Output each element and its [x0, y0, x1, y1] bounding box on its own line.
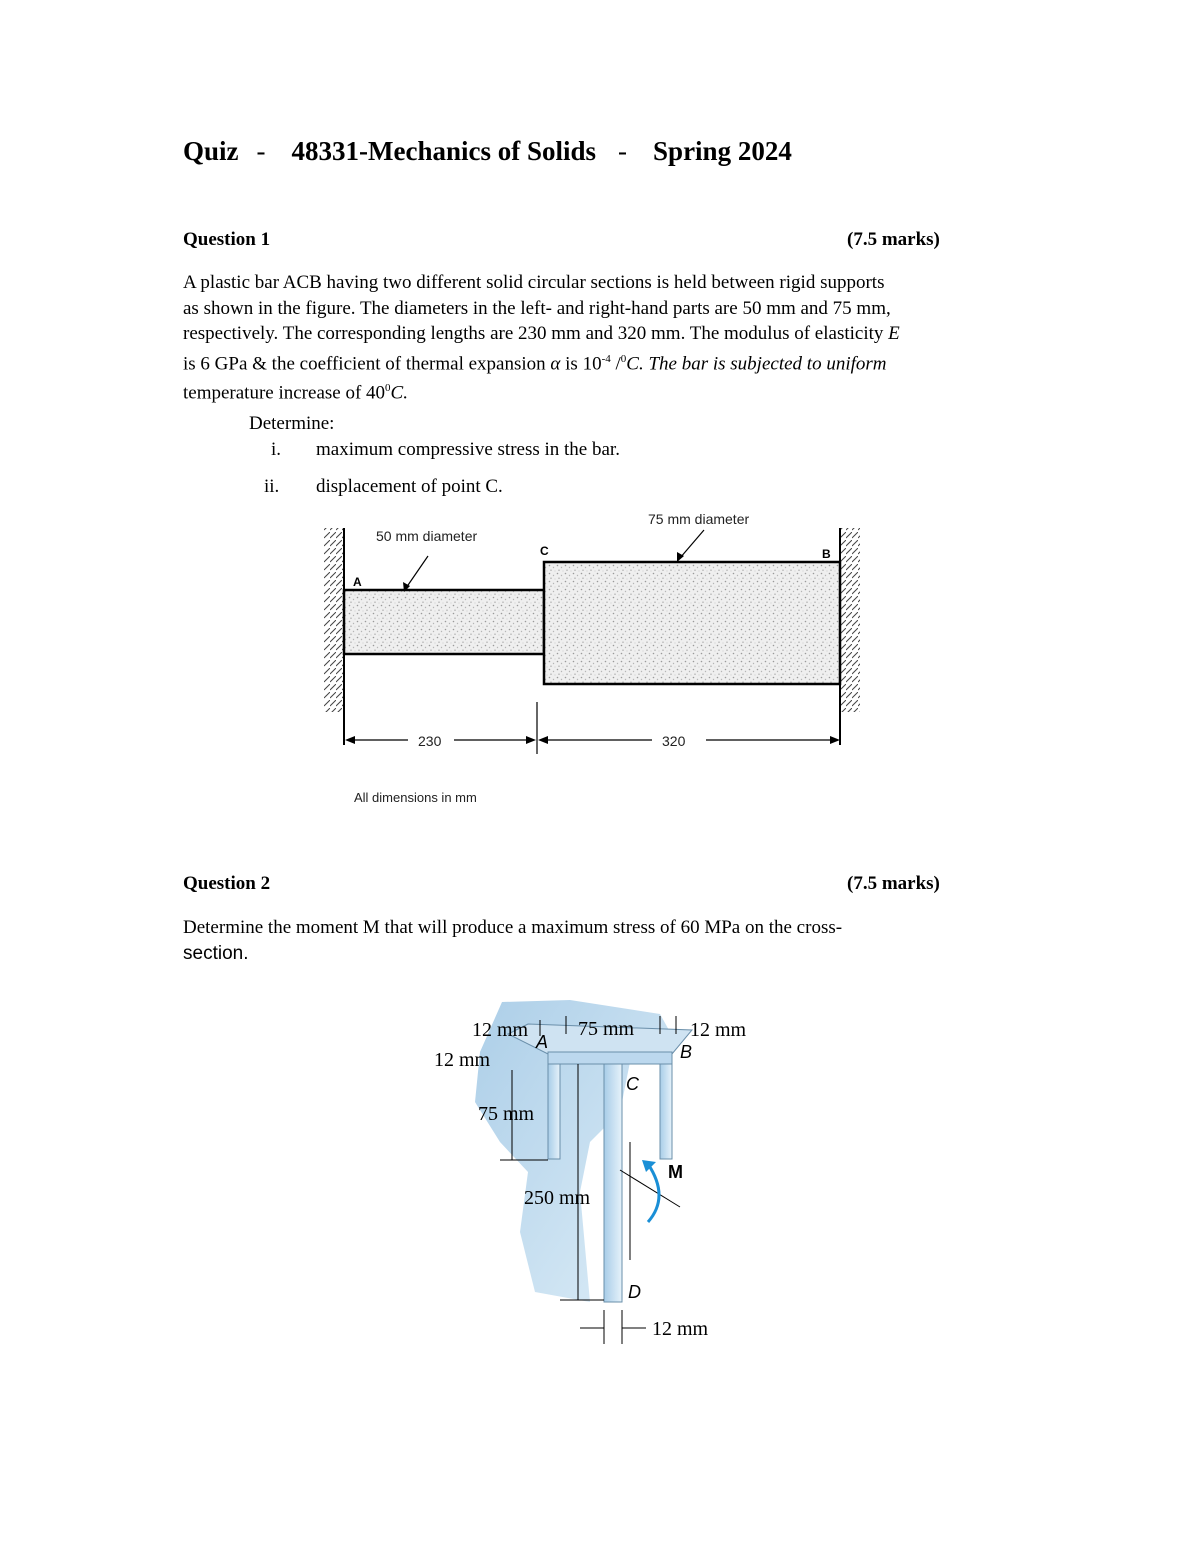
symbol-alpha: α	[550, 352, 561, 374]
body-line: temperature increase of $40^0C$.	[183, 382, 408, 404]
dim-12mm-top-right: 12 mm	[690, 1019, 747, 1041]
dimension-arrowhead	[830, 736, 840, 744]
question-1-body	[183, 270, 1023, 406]
bar-segment-left	[344, 590, 544, 654]
right-leg	[660, 1064, 672, 1159]
label-a: A	[353, 575, 362, 589]
dimension-arrowhead	[345, 736, 355, 744]
top-flange-face	[548, 1052, 672, 1064]
point-d-label: D	[628, 1282, 641, 1302]
dim-75mm-top: 75 mm	[578, 1018, 635, 1040]
question-1-heading: Question 1	[183, 229, 271, 250]
label-b: B	[822, 547, 831, 561]
leader-right	[680, 530, 704, 558]
dim-12mm-left: 12 mm	[434, 1049, 491, 1071]
point-b-label: B	[680, 1042, 693, 1062]
left-leg	[548, 1064, 560, 1159]
bar-segment-right	[544, 562, 840, 684]
left-support-hatch	[324, 528, 344, 712]
dim-12mm-top-left: 12 mm	[472, 1019, 529, 1041]
title-quiz: Quiz	[183, 136, 239, 166]
moment-m-label: M	[668, 1162, 683, 1182]
point-a-label: A	[536, 1032, 549, 1052]
right-diameter-label: 75 mm diameter	[648, 511, 750, 527]
body-line: section.	[183, 942, 249, 964]
label-c: C	[540, 544, 549, 558]
question-2-body	[183, 915, 1023, 966]
dimension-320: 320	[662, 733, 686, 749]
title-term: Spring 2024	[653, 136, 792, 166]
list-item-text: maximum compressive stress in the bar.	[316, 439, 620, 460]
leader-right-arrowhead	[677, 552, 684, 562]
dim-75mm-left: 75 mm	[478, 1103, 535, 1125]
dimension-230: 230	[418, 733, 442, 749]
title-separator: -	[618, 136, 628, 166]
figure-cross-section	[420, 992, 780, 1352]
title-course: 48331-Mechanics of Solids	[291, 136, 597, 166]
list-item-number: ii.	[264, 476, 280, 497]
center-stem	[604, 1064, 622, 1302]
leader-left	[406, 556, 428, 588]
question-1-marks: (7.5 marks)	[847, 229, 940, 250]
list-item-text: displacement of point C.	[316, 476, 503, 497]
dim-12mm-bottom: 12 mm	[652, 1318, 709, 1340]
body-line: respectively. The corresponding lengths are 230 mm and 320 mm. The modulus of elasticity E	[183, 323, 900, 344]
list-item-number: i.	[271, 439, 282, 460]
body-line: as shown in the figure. The diameters in the left- and right-hand parts are 50 mm and 75 mm,	[183, 297, 891, 319]
point-c-label: C	[626, 1074, 639, 1094]
dim-250mm: 250 mm	[524, 1187, 591, 1209]
title-separator: -	[256, 136, 266, 166]
moment-arrowhead	[642, 1160, 656, 1172]
figure-stepped-bar	[300, 500, 880, 820]
body-line: Determine the moment M that will produce a maximum stress of 60 MPa on the cross-	[183, 917, 843, 938]
body-line: is 6 GPa & the coefficient of thermal expansion α is $10^{-4}$ /$^0$C. The bar is subjected to uniform	[183, 352, 887, 374]
dimension-arrowhead	[538, 736, 548, 744]
dimension-arrowhead	[526, 736, 536, 744]
left-diameter-label: 50 mm diameter	[376, 528, 478, 544]
right-support-hatch	[840, 528, 860, 712]
dimensions-note: All dimensions in mm	[354, 790, 477, 805]
body-line: A plastic bar ACB having two different solid circular sections is held between rigid supports	[183, 272, 885, 293]
question-2-heading: Question 2	[183, 873, 271, 894]
question-2-marks: (7.5 marks)	[847, 873, 940, 894]
determine-label: Determine:	[249, 413, 335, 434]
quiz-title	[183, 136, 792, 167]
symbol-e: E	[888, 323, 900, 344]
